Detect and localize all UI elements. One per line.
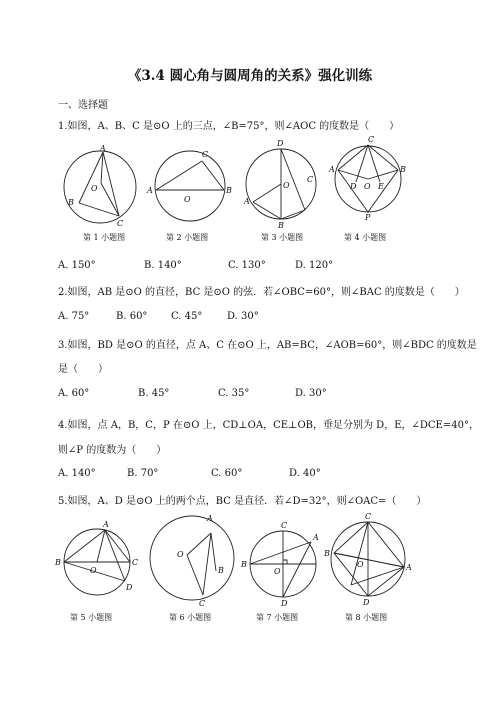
figure-2-label-b: B [226, 186, 232, 195]
figure-2 [147, 150, 232, 225]
question-4-text: 4.如图，点 A，B，C，P 在⊙O 上，CD⊥OA，CE⊥OB，垂足分别为 D，E，∠DCE=40°， [58, 420, 479, 431]
figure-7-label-o: O [274, 567, 281, 576]
figure-7-label-a: A [313, 533, 319, 542]
q1-option-d: D. 120° [295, 260, 334, 271]
q3-option-d: D. 30° [295, 388, 327, 399]
figure-7 [241, 521, 325, 608]
figure-6-label-o: O [177, 550, 184, 559]
figure-6 [145, 513, 240, 608]
q1-option-c: C. 130° [228, 260, 266, 271]
figure-1-label-o: O [91, 184, 98, 193]
caption-fig-5: 第 5 小题图 [70, 613, 113, 622]
q1-option-a: A. 150° [58, 260, 96, 271]
figure-2-label-c: C [202, 150, 209, 159]
q4-option-a: A. 140° [58, 468, 96, 479]
figure-8 [324, 512, 412, 607]
figure-1-label-b: B [68, 198, 74, 207]
q3-option-b: B. 45° [138, 388, 170, 399]
question-5-text: 5.如图，A、D 是⊙O 上的两个点，BC 是直径．若∠D=32°，则∠OAC=（ ） [58, 496, 427, 507]
section-heading: 一、选择题 [58, 100, 108, 111]
caption-fig-8: 第 8 小题图 [345, 613, 388, 622]
figure-5-label-c: C [132, 558, 139, 567]
q3-option-c: C. 35° [218, 388, 250, 399]
figure-4 [330, 137, 410, 222]
figure-3-label-a: A [244, 197, 250, 206]
figure-4-label-p: P [365, 213, 371, 222]
question-2-text: 2.如图，AB 是⊙O 的直径，BC 是⊙O 的弦．若∠OBC=60°，则∠BAC 的度数是（ ） [58, 287, 465, 298]
caption-fig-1: 第 1 小题图 [83, 233, 126, 242]
figure-4-label-a: A [329, 165, 335, 174]
q2-option-c: C. 45° [171, 311, 203, 322]
caption-fig-3: 第 3 小题图 [261, 233, 304, 242]
figure-4-label-d: D [350, 182, 357, 191]
figure-3-label-b: B [278, 221, 284, 230]
caption-fig-4: 第 4 小题图 [344, 233, 387, 242]
question-4-text-cont: 则∠P 的度数为（ ） [58, 445, 167, 456]
caption-fig-6: 第 6 小题图 [169, 613, 212, 622]
figure-4-label-b: B [400, 165, 406, 174]
question-3-text: 3.如图，BD 是⊙O 的直径，点 A、C 在⊙O 上，AB=BC，∠AOB=60°，则∠BDC 的度数是 [58, 340, 477, 351]
figure-5-label-d: D [126, 583, 133, 592]
page-title: 《3.4 圆心角与圆周角的关系》强化训练 [127, 68, 373, 84]
figure-8-label-b: B [324, 549, 330, 558]
figure-5-label-b: B [55, 558, 61, 567]
figure-1-label-c: C [117, 219, 124, 228]
figure-3 [244, 139, 325, 230]
figure-8-label-o: O [357, 560, 364, 569]
q2-option-d: D. 30° [227, 311, 259, 322]
question-1-text: 1.如图，A、B、C 是⊙O 上的三点，∠B=75°，则∠AOC 的度数是（ ） [58, 121, 400, 132]
figure-1-label-a: A [100, 144, 106, 153]
caption-fig-7: 第 7 小题图 [256, 613, 299, 622]
figure-2-label-o: O [184, 195, 191, 204]
figure-6-label-a: A [207, 514, 213, 523]
figure-7-label-c: C [281, 521, 288, 530]
figure-6-label-b: B [218, 566, 224, 575]
figure-2-label-a: A [147, 186, 153, 195]
figure-6-label-c: C [199, 599, 206, 608]
figure-4-label-o: O [364, 182, 371, 191]
question-3-text-cont: 是（ ） [58, 364, 108, 375]
figure-4-label-c: C [368, 135, 375, 144]
figure-8-label-a: A [406, 563, 412, 572]
figure-3-label-c: C [307, 175, 314, 184]
figure-3-label-d: D [277, 139, 284, 148]
figure-5-label-a: A [103, 520, 109, 529]
q4-option-c: C. 60° [211, 468, 243, 479]
q2-option-b: B. 60° [116, 311, 148, 322]
figure-8-label-d: D [363, 598, 370, 607]
q4-option-b: B. 70° [127, 468, 159, 479]
figure-3-label-o: O [283, 181, 290, 190]
q2-option-a: A. 75° [58, 311, 90, 322]
figure-7-label-d: D [281, 599, 288, 608]
figure-5 [57, 520, 142, 600]
q1-option-b: B. 140° [144, 260, 182, 271]
q3-option-a: A. 60° [58, 388, 90, 399]
figure-4-label-e: E [378, 182, 384, 191]
figure-5-label-o: O [90, 566, 97, 575]
figure-8-label-c: C [365, 512, 372, 521]
figure-1 [57, 144, 147, 228]
caption-fig-2: 第 2 小题图 [166, 233, 209, 242]
q4-option-d: D. 40° [289, 468, 321, 479]
figure-7-label-b: B [241, 560, 247, 569]
